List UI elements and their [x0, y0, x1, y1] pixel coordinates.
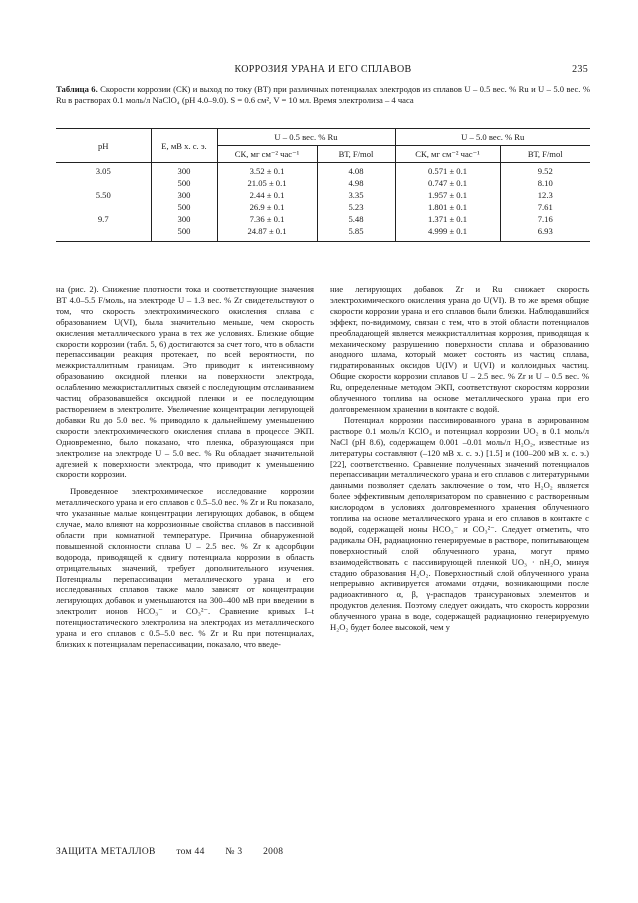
cell-rate-ru50: 4.999 ± 0.1: [395, 226, 500, 242]
cell-ph: 9.7: [97, 213, 109, 224]
cell-rate-ru05: 2.44 ± 0.1: [217, 190, 317, 202]
cell-ph: 3.05: [95, 166, 111, 176]
header-ph: pH: [56, 129, 151, 163]
cell-rate-ru50: 0.571 ± 0.1: [395, 163, 500, 178]
cell-yield-ru05: 3.35: [317, 190, 395, 202]
header-current-yield: ВТ, F/mol: [500, 146, 590, 163]
table-row: [56, 163, 590, 178]
cell-yield-ru05: 5.48: [317, 214, 395, 226]
cell-potential: 300: [151, 214, 217, 226]
header-corrosion-rate: СК, мг см⁻² час⁻¹: [395, 146, 500, 163]
cell-rate-ru05: 7.36 ± 0.1: [217, 214, 317, 226]
table-row: [56, 202, 590, 214]
cell-rate-ru05: 3.52 ± 0.1: [217, 163, 317, 178]
cell-potential: 300: [151, 190, 217, 202]
cell-yield-ru50: 7.61: [500, 202, 590, 214]
cell-rate-ru05: 21.05 ± 0.1: [217, 178, 317, 190]
table-row: [56, 214, 590, 226]
table-row: [56, 226, 590, 242]
cell-ph: [56, 178, 151, 190]
corrosion-rate-table: [56, 128, 590, 242]
cell-rate-ru05: 24.87 ± 0.1: [217, 226, 317, 242]
body-paragraph: ние легирующих добавок Zr и Ru снижает скорость электрохимического окисления урана до U(VI). В то же время общие скорости коррозии урана и его сплавов были близки. Наблюдавшийся эффект, по-видимому, связан с тем, что в этой области потенциалов преобладающей является межкристаллитная коррозия, приводящая к механическому разрушению поверхности сплава и образованию анодного шлама, который может состоять из частиц сплава, гидратированных оксидов U(IV) и U(VI) и коллоидных частиц. Общие скорости коррозии сплавов U – 2.5 вес. % Zr и U – 0.5 вес. % Ru, определенные методом ЭКП, соответствуют скоростям коррозии облученного топлива на основе металлического урана при его долговременном хранении в контакте с водой.: [330, 284, 589, 414]
journal-name: ЗАЩИТА МЕТАЛЛОВ: [56, 847, 156, 857]
cell-potential: 300: [151, 163, 217, 178]
journal-volume: том 44: [176, 847, 205, 857]
cell-ph: 5.50: [95, 189, 111, 200]
cell-rate-ru50: 1.801 ± 0.1: [395, 202, 500, 214]
cell-ph: [56, 226, 151, 242]
cell-rate-ru50: 0.747 ± 0.1: [395, 178, 500, 190]
cell-yield-ru50: 12.3: [500, 190, 590, 202]
page-footer: [56, 847, 301, 857]
journal-issue: № 3: [225, 847, 243, 857]
table-caption-label: Таблица 6.: [56, 84, 98, 94]
cell-potential: 500: [151, 226, 217, 242]
cell-yield-ru05: 4.08: [317, 163, 395, 178]
cell-yield-ru50: 6.93: [500, 226, 590, 242]
running-head-title: КОРРОЗИЯ УРАНА И ЕГО СПЛАВОВ: [234, 64, 412, 75]
running-head: [56, 64, 590, 78]
cell-yield-ru50: 7.16: [500, 214, 590, 226]
cell-yield-ru05: 5.85: [317, 226, 395, 242]
cell-yield-ru50: 8.10: [500, 178, 590, 190]
body-paragraph: Проведенное электрохимическое исследование коррозии металлического урана и его сплавов с 0.5–5.0 вес. % Zr и Ru показало, что указанные малые концентрации легирующих добавок, в общем случае, мало влияют на коррозионные свойства сплавов в пассивной области при комнатной температуре. Причина обнаруженной повышенной склонности сплава U – 2.5 вес. % Zr к адсорбции водорода, приводящей к сдвигу потенциала коррозии в область отрицательных значений, требует дополнительного изучения. Потенциалы перепассивации металлического урана и его исследованных сплавов также мало зависят от концентрации легирующих добавок и уменьшаются на 300–400 мВ при введении в электролит ионов HCO₃⁻ и CO₃²⁻. Сравнение кривых I–t потенциостатического электролиза на электродах из металлического урана и его сплавов с 0.5–5.0 вес. % Zr и Ru при потенциалах, близких к потенциалам перепассивации, показало, что введе-: [56, 486, 314, 649]
header-corrosion-rate: СК, мг см⁻² час⁻¹: [217, 146, 317, 163]
cell-potential: 500: [151, 202, 217, 214]
cell-yield-ru05: 5.23: [317, 202, 395, 214]
table-row: [56, 190, 590, 202]
table-row: [56, 178, 590, 190]
left-text-column: [56, 284, 314, 650]
header-current-yield: ВТ, F/mol: [317, 146, 395, 163]
header-group-ru50: U – 5.0 вес. % Ru: [395, 129, 590, 146]
cell-rate-ru05: 26.9 ± 0.1: [217, 202, 317, 214]
table-caption: [56, 84, 590, 106]
cell-rate-ru50: 1.957 ± 0.1: [395, 190, 500, 202]
header-group-ru05: U – 0.5 вес. % Ru: [217, 129, 395, 146]
journal-year: 2008: [263, 847, 284, 857]
right-text-column: [330, 284, 589, 633]
cell-rate-ru50: 1.371 ± 0.1: [395, 214, 500, 226]
cell-yield-ru50: 9.52: [500, 163, 590, 178]
body-paragraph: Потенциал коррозии пассивированного урана в аэрированном растворе 0.1 моль/л KClO₄ и потенциал коррозии UO₂ в 0.1 моль/л NaCl (рН 8.6), содержащем 0.001 –0.01 моль/л H₂O₂, известные из литературы составляют (–120 мВ х. с. э.) [1.5] и (100–200 мВ х. с. э.) [22], соответственно. Сравнение полученных значений потенциалов перепассивации металлического урана и его сплавов с литературными данными позволяет сделать заключение о том, что H₂O₂ является более эффективным деполяризатором по сравнению с растворенным кислородом в условиях долговременного хранения облученного топлива на основе металлического урана и его сплавов в контакте с водой, содержащей ионы HCO₃⁻ и CO₃²⁻. Следует отметить, что радикалы OH, радиационно генерируемые в растворе, попитывающем поверхностный слой облученного урана, могут прямо взаимодействовать с пассивирующей пленкой UO₃ · nH₂O, минуя стадию образования H₂O₂. Поверхностный слой облученного урана непрерывно активируется атомами отдачи, возникающими после радиоактивного α, β, γ-распадов трансурановых элементов и продуктов деления. Поэтому следует ожидать, что скорость коррозии облученного урана в воде, содержащей радиационно генерируемую H₂O₂ будет более высокой, чем у: [330, 414, 589, 633]
body-paragraph: на (рис. 2). Снижение плотности тока и соответствующие значения ВТ 4.0–5.5 F/моль, на электроде U – 1.3 вес. % Zr свидетельствуют о том, что скорость электрохимического окисления сплава с образованием U(VI), была значительно меньше, чем скорость окисления металлического урана в тех же условиях. Близкие общие скорости коррозии (табл. 5, 6) достигаются за счет того, что в области перепассивации реакция протекает, по всей вероятности, по межкристаллитным границам. Это приводит к интенсивному образованию оксидной пленки на поверхности электрода, ослаблению межкристаллитных связей с последующим отслаиванием частиц образовавшейся оксидной пленки и ее последующим растворением в электролите. Увеличение концентрации легирующей добавки Ru до 5.0 вес. % приводило к дальнейшему уменьшению скорости электрохимического окисления сплава в процессе ЭКП. Одновременно, было показано, что пленка, образующаяся при электролизе на электроде U – 5.0 вес. % Ru обладает значительной адгезией к поверхности электрода, что приводит к уменьшению скорости коррозии.: [56, 284, 314, 480]
page-number: 235: [572, 64, 588, 75]
table-caption-text: Скорости коррозии (СК) и выход по току (ВТ) при различных потенциалах электродов из сплавов U – 0.5 вес. % Ru и U – 5.0 вес. % Ru в растворах 0.1 моль/л NaClO₄ (рН 4.0–9.0). S = 0.6 см², V = 10 мл. Время электролиза – 4 часа: [56, 84, 590, 106]
cell-ph: [56, 202, 151, 214]
cell-potential: 500: [151, 178, 217, 190]
cell-yield-ru05: 4.98: [317, 178, 395, 190]
header-potential: E, мВ х. с. э.: [151, 129, 217, 163]
